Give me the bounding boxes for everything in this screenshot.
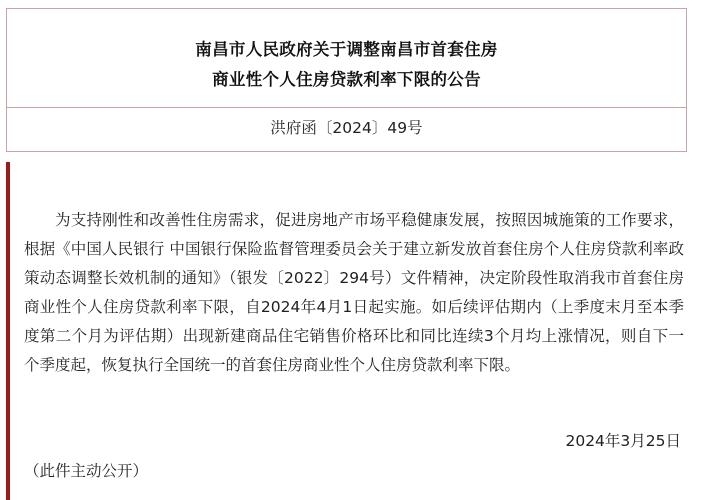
accent-bar (6, 162, 10, 500)
header-divider (7, 107, 686, 108)
public-disclosure-note: （此件主动公开） (24, 462, 149, 480)
title-line-2: 商业性个人住房贷款利率下限的公告 (212, 70, 481, 89)
document-number: 洪府函〔2024〕49号 (270, 119, 423, 137)
issue-date: 2024年3月25日 (565, 432, 681, 450)
title-line-1: 南昌市人民政府关于调整南昌市首套住房 (195, 40, 498, 59)
body-paragraph: 为支持刚性和改善性住房需求，促进房地产市场平稳健康发展，按照因城施策的工作要求，根据《中国人民银行 中国银行保险监督管理委员会关于建立新发放首套住房个人住房贷款利率政策动态调整长效机制的通知》（银发〔2022〕294号）文件精神，决定阶段性取消我市首套住房商业性个人住房贷款利率下限，自2024年4月1日起实施。如后续评估期内（上季度末月至本季度第二个月为评估期）出现新建商品住宅销售价格环比和同比连续3个月均上涨情况，则自下一个季度起，恢复执行全国统一的首套住房商业性个人住房贷款利率下限。 (24, 211, 684, 374)
announcement-header (6, 8, 687, 152)
